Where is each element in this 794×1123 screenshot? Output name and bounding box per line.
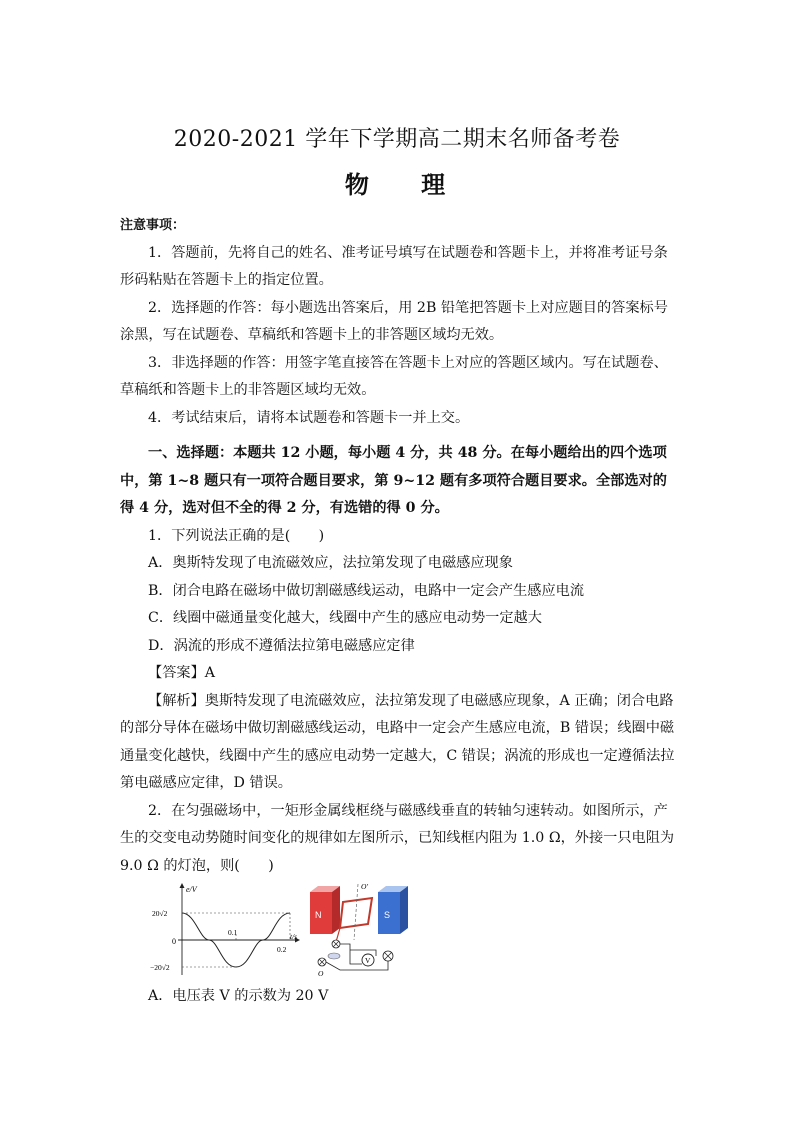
note-item: 1．答题前，先将自己的姓名、准考证号填写在试题卷和答题卡上，并将准考证号条形码粘贴在答题卡上的指定位置。 [120,244,668,288]
question-section [120,440,678,880]
analysis-text: 【解析】奥斯特发现了电流磁效应，法拉第发现了电磁感应现象，A 正确；闭合电路的部分导体在磁场中做切割磁感线运动，电路中一定会产生感应电流，B 错误；线圈中磁通量变化越快，线圈中产生的感应电动势一定越大，C 错误；涡流的形成也一定遵循法拉第电磁感应定律，D 错误。 [120,692,675,791]
question-figure [150,880,420,980]
option-a: A．奥斯特发现了电流磁效应，法拉第发现了电磁感应现象 [148,555,513,571]
section-heading: 一、选择题：本题共 12 小题，每小题 4 分，共 48 分。在每小题给出的四个选项中，第 1~8 题只有一项符合题目要求，第 9~12 题有多项符合题目要求。全部选对的得 4 分，选对但不全的得 2 分，有选错的得 0 分。 [120,445,667,516]
rotation-axis [354,884,358,940]
zero-label: 0 [172,937,176,946]
q2-option-a: A．电压表 V 的示数为 20 V [148,988,329,1004]
emf-graph [150,883,300,975]
question-stem: 1．下列说法正确的是( ) [148,527,325,544]
ybottom-label: −20√2 [150,963,170,972]
ylabel: e/V [186,885,197,894]
axis-bottom-label: O [318,969,324,978]
slip-ring [328,953,340,959]
answer-label: 【答案】A [148,665,215,681]
subject-title: 物 理 [344,170,468,199]
axis-top-label: O′ [361,882,369,891]
ytop-label: 20√2 [152,909,168,918]
coil-frame [340,898,372,928]
south-label: S [384,910,391,920]
north-label: N [315,910,322,920]
question-stem: 2．在匀强磁场中，一矩形金属线框绕与磁感线垂直的转轴匀速转动。如图所示，产生的交变电动势随时间变化的规律如左图所示，已知线框内阻为 1.0 Ω，外接一只电阻为 9.0 Ω 的灯泡，则( ) [120,802,675,874]
xlabel: t/s [290,932,298,941]
page-title: 2020-2021 学年下学期高二期末名师备考卷 [173,127,621,152]
option-b: B．闭合电路在磁场中做切割磁感线运动，电路中一定会产生感应电流 [148,582,585,599]
notes-heading: 注意事项： [120,218,186,233]
note-item: 2．选择题的作答：每小题选出答案后，用 2B 铅笔把答题卡上对应题目的答案标号涂黑，写在试题卷、草稿纸和答题卡上的非答题区域均无效。 [120,299,668,343]
t1-label: 0.1 [228,928,238,937]
option-d: D．涡流的形成不遵循法拉第电磁感应定律 [148,637,415,654]
option-c: C．线圈中磁通量变化越大，线圈中产生的感应电动势一定越大 [148,610,542,626]
note-item: 4．考试结束后，请将本试题卷和答题卡一并上交。 [148,409,470,426]
note-item: 3．非选择题的作答：用签字笔直接答在答题卡上对应的答题区域内。写在试题卷、草稿纸和答题卡上的非答题区域均无效。 [120,354,668,398]
generator-apparatus [310,882,408,978]
voltmeter-label: V [365,956,371,965]
t2-label: 0.2 [277,945,287,954]
notes-section [120,212,678,432]
